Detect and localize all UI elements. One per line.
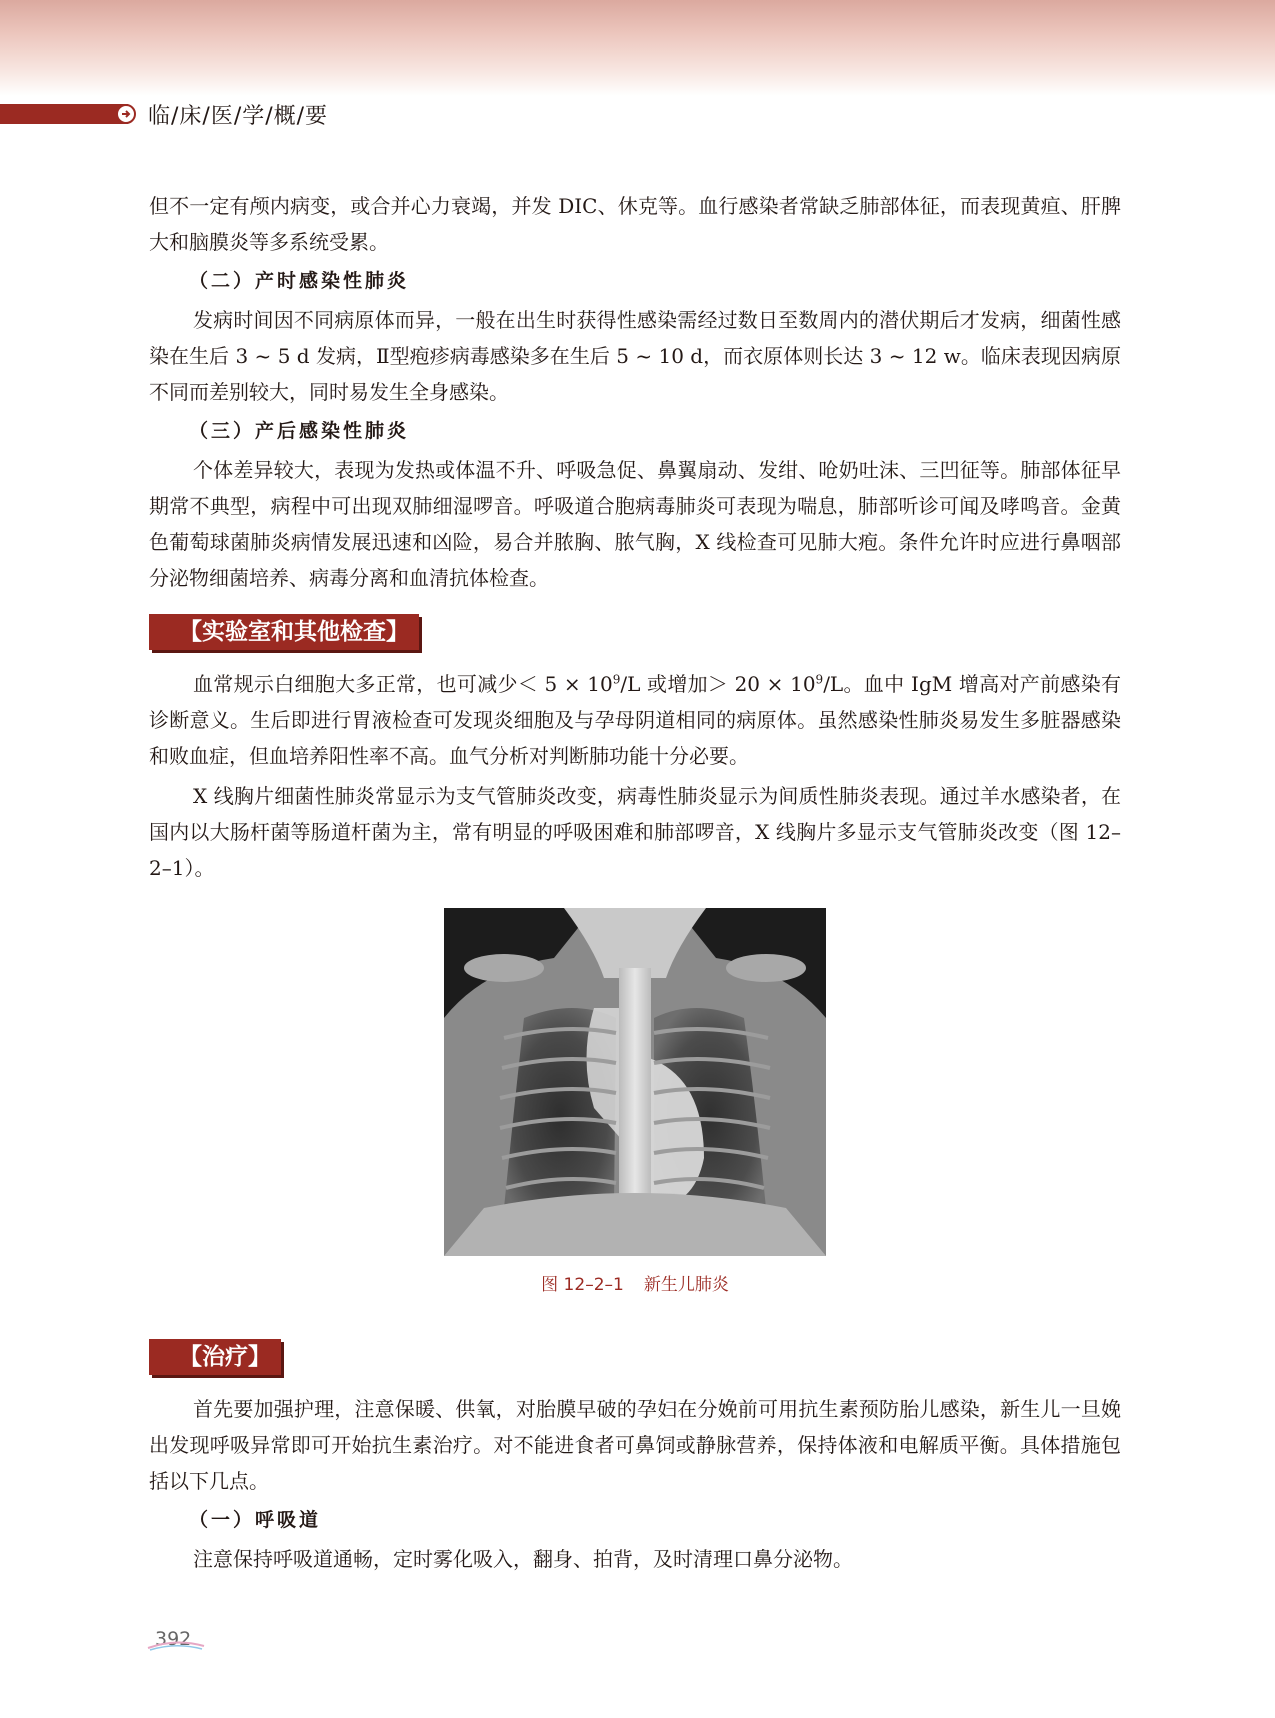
page-top-band <box>0 0 1275 96</box>
page-number: 392 <box>155 1628 192 1650</box>
arrow-right-icon <box>116 104 136 124</box>
running-header-title: 临/床/医/学/概/要 <box>148 104 329 129</box>
header-bar <box>0 104 128 124</box>
superscript: 9 <box>815 672 824 687</box>
figure-label: 图 12–2–1 <box>541 1275 624 1295</box>
paragraph: 发病时间因不同病原体而异，一般在出生时获得性感染需经过数日至数周内的潜伏期后才发病，细菌性感染在生后 3 ~ 5 d 发病，Ⅱ型疱疹病毒感染多在生后 5 ~ 10 d，而衣原体则长达 3 ~ 12 w。临床表现因病原不同而差别较大，同时易发生全身感染。 <box>149 308 1121 404</box>
paragraph: 注意保持呼吸道通畅，定时雾化吸入，翻身、拍背，及时清理口鼻分泌物。 <box>193 1547 853 1571</box>
text-run: /L。血中 IgM 增高对产前感染有诊断意义。生后即进行胃液检查可发现炎细胞及与孕母阴道相同的病原体。虽然感染性肺炎易发生多脏器感染和败血症，但血培养阳性率不高。血气分析对判断肺功能十分必要。 <box>149 672 1121 768</box>
page-content <box>149 188 1121 1581</box>
subheading: （一）呼吸道 <box>189 1509 322 1531</box>
superscript: 9 <box>612 672 621 687</box>
paragraph: 个体差异较大，表现为发热或体温不升、呼吸急促、鼻翼扇动、发绀、呛奶吐沫、三凹征等。肺部体征早期常不典型，病程中可出现双肺细湿啰音。呼吸道合胞病毒肺炎可表现为喘息，肺部听诊可闻及哮鸣音。金黄色葡萄球菌肺炎病情发展迅速和凶险，易合并脓胸、脓气胸，X 线检查可见肺大疱。条件允许时应进行鼻咽部分泌物细菌培养、病毒分离和血清抗体检查。 <box>149 458 1121 590</box>
paragraph: X 线胸片细菌性肺炎常显示为支气管肺炎改变，病毒性肺炎显示为间质性肺炎表现。通过羊水感染者，在国内以大肠杆菌等肠道杆菌为主，常有明显的呼吸困难和肺部啰音，X 线胸片多显示支气管肺炎改变（图 12–2–1）。 <box>149 784 1121 880</box>
page-number-swirl-icon <box>146 1640 206 1652</box>
figure-caption <box>149 1270 1121 1295</box>
text-run: /L 或增加＞ 20 × 10 <box>620 672 816 696</box>
paragraph <box>149 666 1121 774</box>
figure-caption-text: 新生儿肺炎 <box>643 1275 729 1295</box>
chest-xray-figure <box>444 908 826 1256</box>
text-run: 血常规示白细胞大多正常，也可减少＜ 5 × 10 <box>193 672 613 696</box>
section-title-lab: 【实验室和其他检查】 <box>149 614 419 650</box>
subheading: （三）产后感染性肺炎 <box>189 420 410 442</box>
subheading: （二）产时感染性肺炎 <box>189 270 410 292</box>
paragraph: 首先要加强护理，注意保暖、供氧，对胎膜早破的孕妇在分娩前可用抗生素预防胎儿感染，新生儿一旦娩出发现呼吸异常即可开始抗生素治疗。对不能进食者可鼻饲或静脉营养，保持体液和电解质平衡。具体措施包括以下几点。 <box>149 1397 1121 1493</box>
section-title-treatment: 【治疗】 <box>149 1339 281 1375</box>
paragraph: 但不一定有颅内病变，或合并心力衰竭，并发 DIC、休克等。血行感染者常缺乏肺部体征，而表现黄疸、肝脾大和脑膜炎等多系统受累。 <box>149 194 1121 254</box>
